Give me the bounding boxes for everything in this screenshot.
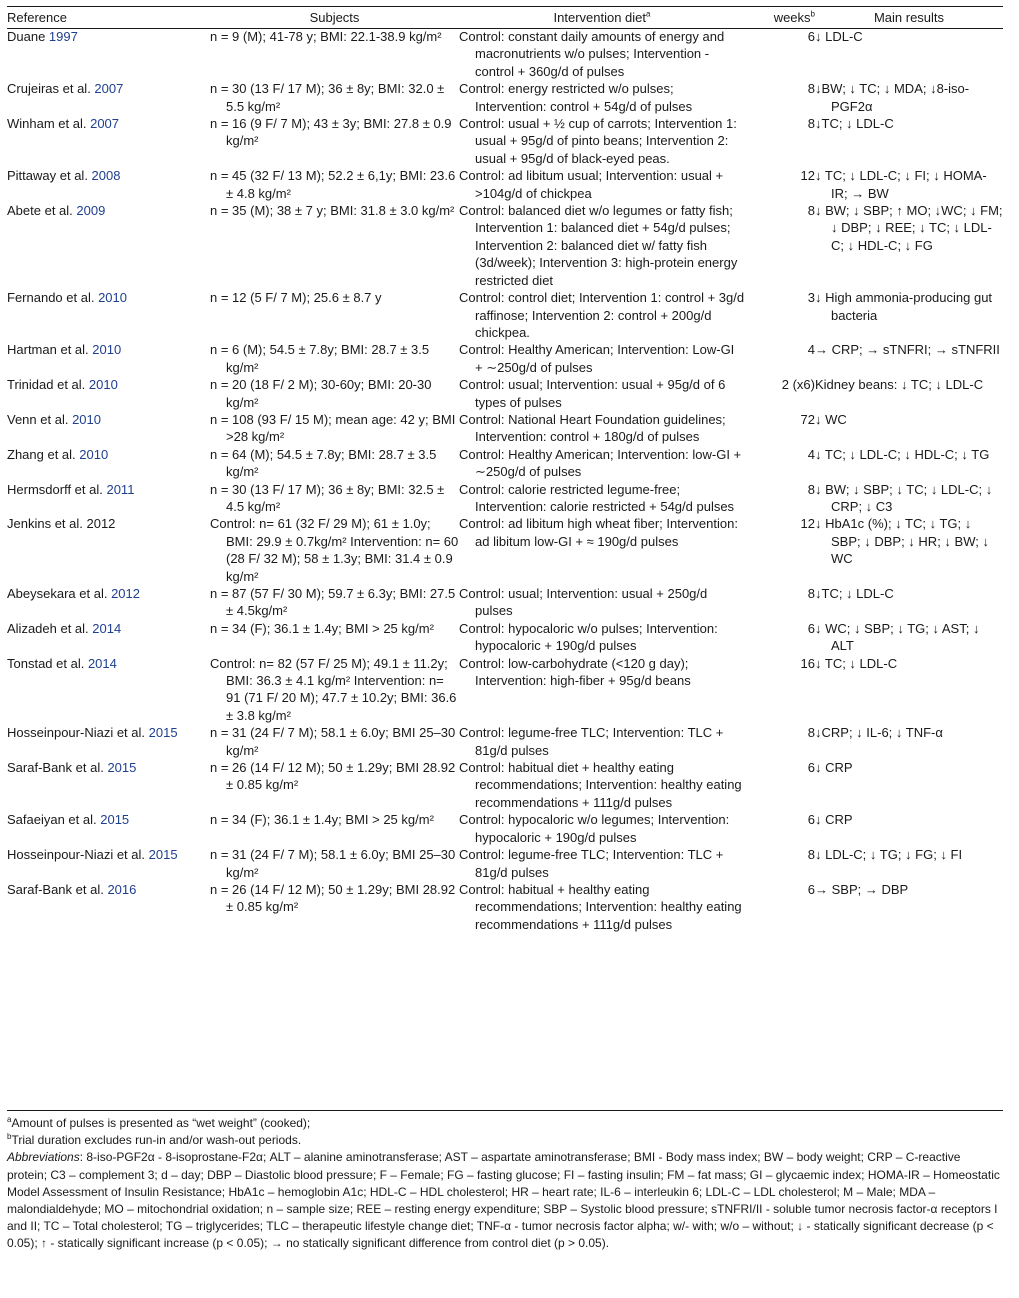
abbreviations-text: : 8-iso-PGF2α - 8-isoprostane-F2α; ALT – alanine aminotransferase; AST – aspartate aminotransferase; BMI - Body mass index; BW – body weight; CRP – C-reactive protein; C3 – complement 3; d – day; DBP – Diastolic blood pressure; F – Female; FG – fasting glucose; FI – fasting insulin; FM – fat mass; GI – glycaemic index; HOMA-IR – Homeostatic Model Assessment of Insulin Resistance; HbA1c – hemoglobin A1c; HDL-C – HDL cholesterol; HR – heart rate; IL-6 – interleukin 6; LDL-C – LDL cholesterol; M – Male; MDA – malondialdehyde; MO – mitochondrial oxidation; n – sample size; REE – resting energy expenditure; SBP – Systolic blood pressure; sTNFRI/II - soluble tumor necrosis factor-α receptors I and II; TC – Total cholesterol; TG – triglycerides; TLC – therapeutic lifestyle change diet; TNF-α - tumor necrosis factor alpha; w/- with; w/o – without; ↓ - statically significant decrease (p < 0.05); ↑ - statically significant increase (p < 0.05); → no statically significant difference from control diet (p > 0.05). (7, 1150, 1000, 1251)
reference-year-link[interactable]: 2011 (106, 481, 135, 497)
reference-author: Hosseinpour-Niazi et al. (7, 847, 149, 863)
cell-subjects (210, 376, 459, 411)
cell-results (815, 655, 1003, 725)
cell-results (815, 759, 1003, 811)
cell-intervention-text: Control: low-carbohydrate (<120 g day); Intervention: high-fiber + 95g/d beans (459, 655, 691, 689)
cell-weeks-text: 8 (807, 203, 815, 219)
studies-table (7, 8, 1003, 933)
cell-reference (7, 620, 210, 655)
reference-year-link[interactable]: 2010 (72, 411, 101, 427)
cell-subjects-text: n = 26 (14 F/ 12 M); 50 ± 1.29y; BMI 28.92 ± 0.85 kg/m² (210, 760, 456, 793)
cell-reference (7, 115, 210, 167)
reference-year-link[interactable]: 2012 (111, 586, 140, 601)
cell-subjects-text: n = 6 (M); 54.5 ± 7.8y; BMI: 28.7 ± 3.5 kg/m² (210, 342, 430, 375)
cell-weeks-text: 72 (800, 411, 815, 427)
abbreviations (7, 1149, 1003, 1252)
cell-intervention-text: Control: usual + ½ cup of carrots; Intervention 1: usual + 95g/d of pinto beans; Intervention 2: usual + 95g/d of black-eyed peas. (459, 116, 737, 166)
cell-weeks-text: 6 (807, 29, 815, 44)
cell-results-text: → SBP; → DBP (815, 881, 909, 897)
reference-year-link[interactable]: 2010 (98, 290, 127, 306)
cell-intervention (459, 620, 745, 655)
cell-results (815, 115, 1003, 167)
cell-weeks-text: 16 (800, 655, 815, 671)
table-row (7, 202, 1003, 289)
cell-intervention-text: Control: ad libitum usual; Intervention: usual + >104g/d of chickpea (459, 168, 724, 201)
table-row (7, 376, 1003, 411)
cell-weeks (745, 411, 815, 446)
footnote-b (7, 1132, 1003, 1149)
table-row (7, 655, 1003, 725)
cell-results (815, 28, 1003, 80)
reference-author: Crujeiras et al. (7, 81, 95, 97)
cell-weeks (745, 289, 815, 341)
cell-intervention-text: Control: hypocaloric w/o pulses; Intervention: hypocaloric + 190g/d pulses (459, 620, 718, 654)
cell-intervention-text: Control: habitual diet + healthy eating recommendations; Intervention: healthy eating recommendations + 111g/d pulses (459, 760, 742, 810)
cell-subjects-text: n = 20 (18 F/ 2 M); 30-60y; BMI: 20-30 kg/m² (210, 377, 432, 410)
cell-weeks (745, 446, 815, 481)
cell-reference (7, 585, 210, 620)
table-row (7, 585, 1003, 620)
cell-intervention-text: Control: Healthy American; Intervention: Low-GI + ∼250g/d of pulses (459, 342, 735, 375)
cell-results-text: ↓ WC (815, 411, 847, 427)
reference-year-link[interactable]: 2010 (79, 446, 109, 462)
cell-reference (7, 846, 210, 881)
cell-results-text: ↓ TC; ↓ LDL-C; ↓ FI; ↓ HOMA-IR; → BW (815, 168, 987, 201)
footnote-marker-b: b (810, 9, 815, 19)
cell-reference (7, 724, 210, 759)
cell-weeks (745, 28, 815, 80)
cell-weeks (745, 846, 815, 881)
cell-results (815, 724, 1003, 759)
cell-subjects (210, 446, 459, 481)
header-weeks-label: weeks (773, 10, 811, 26)
cell-results (815, 289, 1003, 341)
cell-subjects (210, 289, 459, 341)
cell-weeks (745, 80, 815, 115)
cell-reference (7, 202, 210, 289)
cell-intervention-text: Control: Healthy American; Intervention: low-GI + ∼250g/d of pulses (459, 446, 742, 480)
cell-weeks (745, 515, 815, 585)
cell-subjects (210, 620, 459, 655)
reference-year-link[interactable]: 2015 (107, 760, 137, 776)
header-intervention (459, 8, 745, 28)
reference-author: Jenkins et al. 2012 (7, 516, 116, 532)
reference-author: Venn et al. (7, 411, 73, 427)
cell-intervention (459, 411, 745, 446)
cell-intervention (459, 115, 745, 167)
cell-weeks-text: 8 (807, 847, 815, 863)
cell-results (815, 167, 1003, 202)
cell-results-text: ↓TC; ↓ LDL-C (815, 116, 894, 132)
reference-author: Hosseinpour-Niazi et al. (7, 725, 149, 741)
footnotes (7, 1115, 1003, 1253)
reference-year-link[interactable]: 2015 (148, 847, 178, 863)
cell-subjects-text: n = 9 (M); 41-78 y; BMI: 22.1-38.9 kg/m² (210, 29, 442, 44)
cell-intervention-text: Control: energy restricted w/o pulses; Intervention: control + 54g/d of pulses (459, 81, 693, 114)
cell-results (815, 202, 1003, 289)
table-row (7, 881, 1003, 933)
table-row (7, 515, 1003, 585)
cell-weeks-text: 6 (807, 812, 815, 828)
cell-subjects-text: Control: n= 82 (57 F/ 25 M); 49.1 ± 11.2y; BMI: 36.3 ± 4.1 kg/m² Intervention: n= 91 (71 F/ 20 M); 47.7 ± 10.2y; BMI: 36.6 ± 3.8 kg/m² (210, 655, 457, 723)
cell-subjects-text: n = 35 (M); 38 ± 7 y; BMI: 31.8 ± 3.0 kg/m² (210, 203, 455, 219)
cell-weeks-text: 4 (807, 342, 815, 358)
cell-results (815, 585, 1003, 620)
reference-author: Safaeiyan et al. (7, 812, 101, 828)
cell-results (815, 341, 1003, 376)
cell-subjects (210, 881, 459, 933)
cell-results-text: ↓ WC; ↓ SBP; ↓ TG; ↓ AST; ↓ ALT (815, 620, 980, 654)
cell-intervention (459, 167, 745, 202)
cell-subjects-text: n = 45 (32 F/ 13 M); 52.2 ± 6,1y; BMI: 23.6 ± 4.8 kg/m² (210, 168, 456, 201)
cell-reference (7, 811, 210, 846)
cell-reference (7, 411, 210, 446)
cell-results (815, 376, 1003, 411)
cell-results-text: ↓ TC; ↓ LDL-C; ↓ HDL-C; ↓ TG (815, 446, 990, 462)
table-row (7, 411, 1003, 446)
cell-results (815, 481, 1003, 516)
reference-year-link[interactable]: 2014 (87, 655, 117, 671)
cell-subjects (210, 28, 459, 80)
cell-intervention-text: Control: ad libitum high wheat fiber; Intervention: ad libitum low-GI + ≈ 190g/d pulses (459, 516, 738, 549)
reference-author: Winham et al. (7, 116, 91, 132)
cell-results-text: ↓ HbA1c (%); ↓ TC; ↓ TG; ↓ SBP; ↓ DBP; ↓ HR; ↓ BW; ↓ WC (815, 516, 989, 567)
footnote-b-text: Trial duration excludes run-in and/or wash-out periods. (11, 1133, 302, 1148)
cell-weeks (745, 759, 815, 811)
table-row (7, 724, 1003, 759)
reference-year-link[interactable]: 2007 (94, 81, 124, 97)
footnote-a (7, 1115, 1003, 1132)
reference-year-link[interactable]: 2010 (92, 342, 122, 358)
cell-reference (7, 515, 210, 585)
cell-subjects (210, 655, 459, 725)
cell-results-text: ↓TC; ↓ LDL-C (815, 586, 894, 601)
cell-intervention (459, 80, 745, 115)
cell-subjects-text: n = 87 (57 F/ 30 M); 59.7 ± 6.3y; BMI: 27.5 ± 4.5kg/m² (210, 586, 456, 619)
cell-intervention (459, 724, 745, 759)
cell-intervention (459, 28, 745, 80)
cell-weeks (745, 655, 815, 725)
cell-weeks-text: 6 (807, 760, 815, 776)
table-row (7, 846, 1003, 881)
cell-results-text: ↓ High ammonia-producing gut bacteria (815, 290, 993, 323)
cell-subjects (210, 80, 459, 115)
cell-weeks-text: 6 (807, 881, 815, 897)
cell-subjects (210, 585, 459, 620)
cell-intervention (459, 881, 745, 933)
cell-intervention (459, 759, 745, 811)
reference-year-link[interactable]: 1997 (48, 29, 78, 44)
cell-intervention-text: Control: calorie restricted legume-free; Intervention: calorie restricted + 54g/d pulses (459, 481, 735, 514)
cell-subjects (210, 481, 459, 516)
cell-intervention (459, 376, 745, 411)
table-header-row (7, 8, 1003, 28)
cell-results-text: ↓ BW; ↓ SBP; ↑ MO; ↓WC; ↓ FM; ↓ DBP; ↓ REE; ↓ TC; ↓ LDL-C; ↓ HDL-C; ↓ FG (815, 203, 1003, 253)
cell-intervention (459, 585, 745, 620)
reference-year-link[interactable]: 2015 (100, 812, 130, 828)
cell-results-text: ↓ LDL-C (815, 29, 863, 44)
cell-subjects-text: n = 64 (M); 54.5 ± 7.8y; BMI: 28.7 ± 3.5 kg/m² (210, 446, 437, 480)
cell-subjects-text: n = 34 (F); 36.1 ± 1.4y; BMI > 25 kg/m² (210, 812, 434, 828)
reference-author: Zhang et al. (7, 446, 80, 462)
cell-results-text: ↓ LDL-C; ↓ TG; ↓ FG; ↓ FI (815, 847, 963, 863)
cell-subjects-text: n = 108 (93 F/ 15 M); mean age: 42 y; BMI >28 kg/m² (210, 411, 456, 445)
cell-reference (7, 289, 210, 341)
cell-results-text: → CRP; → sTNFRI; → sTNFRII (815, 342, 1000, 358)
footnote-a-text: Amount of pulses is presented as “wet weight” (cooked); (11, 1116, 311, 1130)
cell-results-text: ↓ TC; ↓ LDL-C (815, 655, 898, 671)
reference-author: Trinidad et al. (7, 377, 89, 393)
cell-subjects-text: n = 16 (9 F/ 7 M); 43 ± 3y; BMI: 27.8 ± 0.9 kg/m² (210, 116, 452, 149)
cell-intervention-text: Control: constant daily amounts of energy and macronutrients w/o pulses; Intervention - control + 360g/d of pulses (459, 29, 725, 79)
cell-weeks-text: 8 (807, 586, 815, 601)
cell-weeks-text: 12 (800, 168, 815, 184)
cell-subjects (210, 202, 459, 289)
table-row (7, 341, 1003, 376)
cell-weeks (745, 341, 815, 376)
cell-results-text: ↓ CRP (815, 812, 853, 828)
cell-weeks-text: 8 (807, 481, 815, 497)
cell-subjects (210, 724, 459, 759)
header-results: Main results (873, 10, 945, 26)
reference-year-link[interactable]: 2008 (91, 168, 121, 184)
cell-subjects-text: Control: n= 61 (32 F/ 29 M); 61 ± 1.0y; BMI: 29.9 ± 0.7kg/m² Intervention: n= 60 (28 F/ 32 M); 58 ± 1.3y; BMI: 31.4 ± 0.9 kg/m² (210, 516, 459, 584)
footnote-a-mark: a (7, 1115, 12, 1124)
cell-weeks (745, 115, 815, 167)
cell-results (815, 846, 1003, 881)
cell-results-text: Kidney beans: ↓ TC; ↓ LDL-C (815, 377, 984, 393)
reference-year-link[interactable]: 2009 (76, 203, 106, 219)
cell-subjects (210, 167, 459, 202)
table-row (7, 28, 1003, 80)
cell-reference (7, 167, 210, 202)
cell-weeks-text: 8 (807, 81, 815, 97)
cell-subjects-text: n = 12 (5 F/ 7 M); 25.6 ± 8.7 y (210, 290, 382, 306)
abbreviations-label: Abbreviations (7, 1150, 80, 1165)
cell-intervention (459, 481, 745, 516)
cell-reference (7, 80, 210, 115)
header-intervention-label: Intervention diet (553, 10, 647, 26)
reference-year-link[interactable]: 2016 (107, 881, 137, 897)
reference-year-link[interactable]: 2010 (88, 377, 118, 393)
reference-author: Abete et al. (7, 203, 77, 219)
cell-subjects (210, 115, 459, 167)
cell-intervention-text: Control: usual; Intervention: usual + 250g/d pulses (459, 586, 708, 619)
header-reference: Reference (7, 10, 67, 26)
table-row (7, 759, 1003, 811)
cell-weeks (745, 620, 815, 655)
cell-subjects-text: n = 30 (13 F/ 17 M); 36 ± 8y; BMI: 32.0 ± 5.5 kg/m² (210, 81, 445, 114)
cell-weeks-text: 2 (x6) (781, 377, 815, 393)
cell-subjects (210, 811, 459, 846)
cell-reference (7, 446, 210, 481)
cell-weeks-text: 8 (807, 725, 815, 741)
bottom-rule (7, 1110, 1003, 1111)
reference-author: Saraf-Bank et al. (7, 881, 108, 897)
reference-author: Alizadeh et al. (7, 620, 93, 636)
cell-subjects-text: n = 31 (24 F/ 7 M); 58.1 ± 6.0y; BMI 25–30 kg/m² (210, 847, 456, 880)
cell-weeks-text: 3 (807, 290, 815, 306)
cell-results-text: ↓ BW; ↓ SBP; ↓ TC; ↓ LDL-C; ↓ CRP; ↓ C3 (815, 481, 993, 514)
cell-results (815, 811, 1003, 846)
cell-results (815, 411, 1003, 446)
cell-intervention (459, 515, 745, 585)
cell-intervention-text: Control: balanced diet w/o legumes or fatty fish; Intervention 1: balanced diet + 54g/d pulses; Intervention 2: balanced diet w/ fatty fish (3d/week); Intervention 3: high-protein energy restricted diet (459, 203, 738, 288)
cell-intervention (459, 846, 745, 881)
cell-results (815, 515, 1003, 585)
cell-weeks-text: 4 (807, 446, 815, 462)
cell-subjects-text: n = 26 (14 F/ 12 M); 50 ± 1.29y; BMI 28.92 ± 0.85 kg/m² (210, 881, 456, 915)
cell-reference (7, 341, 210, 376)
cell-intervention (459, 446, 745, 481)
cell-weeks (745, 811, 815, 846)
cell-intervention-text: Control: hypocaloric w/o legumes; Intervention: hypocaloric + 190g/d pulses (459, 812, 730, 845)
cell-intervention (459, 289, 745, 341)
cell-reference (7, 655, 210, 725)
cell-weeks (745, 881, 815, 933)
cell-weeks-text: 8 (807, 116, 815, 132)
cell-reference (7, 481, 210, 516)
cell-reference (7, 28, 210, 80)
cell-subjects (210, 411, 459, 446)
table-row (7, 446, 1003, 481)
cell-intervention-text: Control: control diet; Intervention 1: control + 3g/d raffinose; Intervention 2: control + 200g/d chickpea. (459, 290, 745, 340)
cell-results (815, 620, 1003, 655)
cell-weeks (745, 585, 815, 620)
cell-subjects (210, 759, 459, 811)
table-row (7, 289, 1003, 341)
table-row (7, 167, 1003, 202)
cell-weeks (745, 202, 815, 289)
cell-results-text: ↓CRP; ↓ IL-6; ↓ TNF-α (815, 725, 943, 741)
cell-subjects-text: n = 34 (F); 36.1 ± 1.4y; BMI > 25 kg/m² (210, 620, 434, 636)
cell-results-text: ↓ CRP (815, 760, 853, 776)
reference-author: Abeysekara et al. (7, 586, 112, 601)
reference-author: Hermsdorff et al. (7, 481, 107, 497)
cell-intervention-text: Control: legume-free TLC; Intervention: TLC + 81g/d pulses (459, 847, 724, 880)
cell-intervention (459, 811, 745, 846)
footnote-marker-a: a (646, 9, 651, 19)
cell-intervention (459, 655, 745, 725)
cell-subjects (210, 341, 459, 376)
reference-author: Hartman et al. (7, 342, 93, 358)
table-row (7, 481, 1003, 516)
footnote-b-mark: b (7, 1132, 12, 1142)
table-row (7, 811, 1003, 846)
cell-intervention (459, 341, 745, 376)
cell-intervention (459, 202, 745, 289)
cell-subjects-text: n = 31 (24 F/ 7 M); 58.1 ± 6.0y; BMI 25–30 kg/m² (210, 725, 456, 758)
cell-weeks (745, 724, 815, 759)
reference-year-link[interactable]: 2014 (92, 620, 122, 636)
cell-weeks-text: 12 (800, 516, 815, 532)
reference-author: Pittaway et al. (7, 168, 92, 184)
cell-intervention-text: Control: legume-free TLC; Intervention: TLC + 81g/d pulses (459, 725, 724, 758)
header-subjects: Subjects (309, 10, 360, 26)
cell-weeks (745, 481, 815, 516)
cell-subjects (210, 846, 459, 881)
cell-weeks (745, 167, 815, 202)
cell-reference (7, 759, 210, 811)
table-body (7, 28, 1003, 933)
cell-reference (7, 881, 210, 933)
cell-intervention-text: Control: habitual + healthy eating recommendations; Intervention: healthy eating recommendations + 111g/d pulses (459, 881, 742, 932)
header-weeks (745, 8, 815, 28)
cell-results (815, 446, 1003, 481)
cell-results (815, 80, 1003, 115)
cell-results-text: ↓BW; ↓ TC; ↓ MDA; ↓8-iso-PGF2α (815, 81, 970, 114)
cell-results (815, 881, 1003, 933)
reference-author: Duane (7, 29, 49, 44)
reference-author: Saraf-Bank et al. (7, 760, 108, 776)
table-row (7, 115, 1003, 167)
cell-weeks-text: 6 (807, 620, 815, 636)
cell-reference (7, 376, 210, 411)
reference-year-link[interactable]: 2007 (90, 116, 120, 132)
table-row (7, 620, 1003, 655)
top-rule (7, 6, 1003, 7)
cell-weeks (745, 376, 815, 411)
reference-author: Fernando et al. (7, 290, 99, 306)
cell-subjects-text: n = 30 (13 F/ 17 M); 36 ± 8y; BMI: 32.5 ± 4.5 kg/m² (210, 481, 445, 514)
cell-intervention-text: Control: usual; Intervention: usual + 95g/d of 6 types of pulses (459, 377, 726, 410)
cell-intervention-text: Control: National Heart Foundation guidelines; Intervention: control + 180g/d of pulses (459, 411, 726, 445)
reference-author: Tonstad et al. (7, 655, 88, 671)
reference-year-link[interactable]: 2015 (148, 725, 178, 741)
table-row (7, 80, 1003, 115)
cell-subjects (210, 515, 459, 585)
